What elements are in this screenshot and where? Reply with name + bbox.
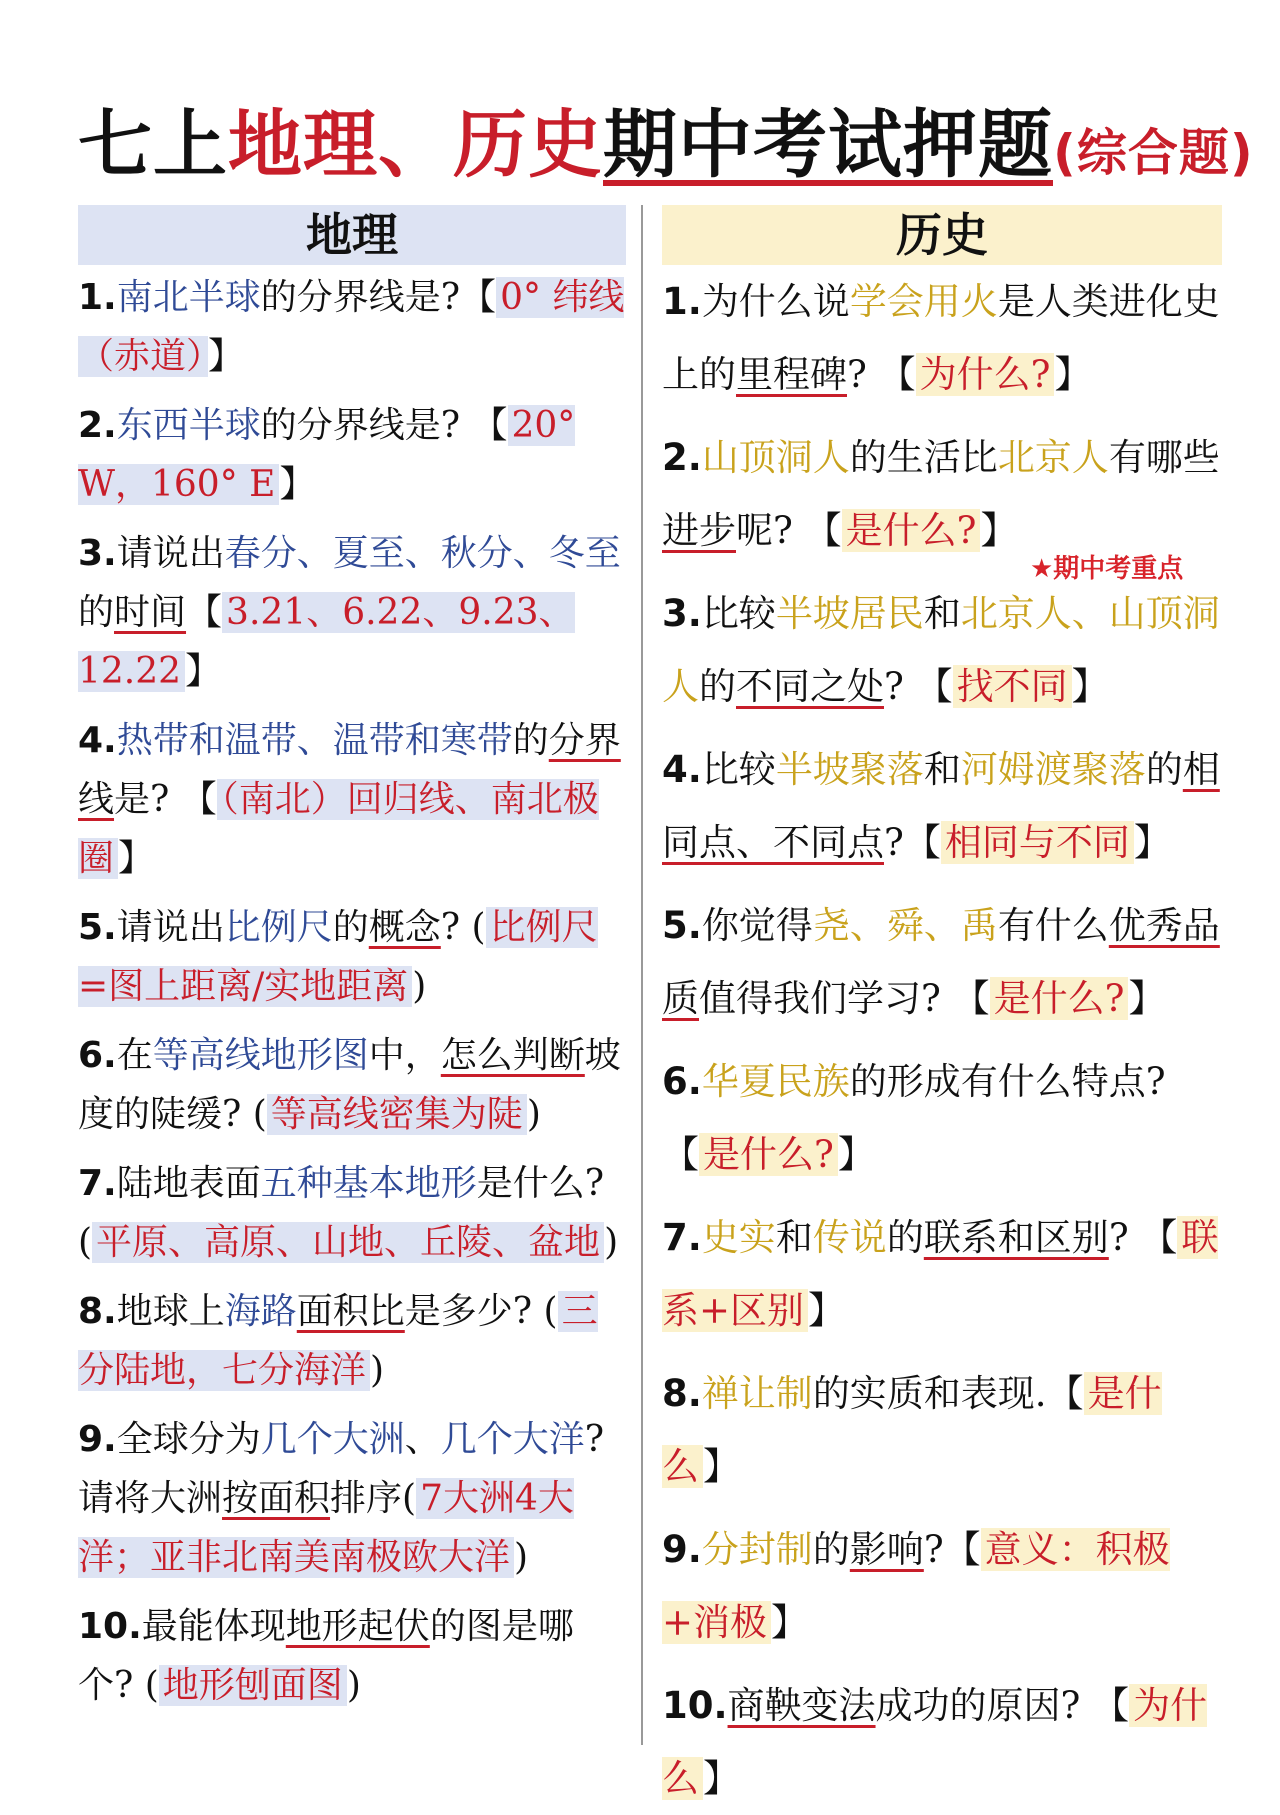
column-divider (641, 205, 643, 1745)
hist-question-9: 9.分封制的影响?【 意义：积极+消极 】 (662, 1528, 1170, 1644)
hist-question-2: 2.山顶洞人的生活比北京人有哪些进步呢? 【 是什么? 】 (662, 436, 1220, 552)
hist-question-5: 5.你觉得尧、舜、禹有什么优秀品质值得我们学习? 【 是什么? 】 (662, 904, 1220, 1020)
geography-header: 地理 (78, 205, 626, 265)
geo-question-5: 5.请说出比例尺的概念? ( 比例尺=图上距离/实地距离 ) (78, 907, 598, 1007)
geo-question-1: 1.南北半球的分界线是?【 0° 纬线（赤道） 】 (78, 277, 625, 377)
hist-question-7: 7.史实和传说的联系和区别? 【 联系+区别 】 (662, 1216, 1219, 1332)
geo-question-7: 7.陆地表面五种基本地形是什么? ( 平原、高原、山地、丘陵、盆地 ) (78, 1163, 619, 1263)
history-column (662, 205, 1222, 1815)
hist-question-10: 10.商鞅变法成功的原因? 【 为什么 】 (662, 1684, 1208, 1800)
geo-question-6: 6.在等高线地形图中，怎么判断坡度的陡缓? ( 等高线密集为陡 ) (78, 1035, 621, 1135)
hist-question-6: 6.华夏民族的形成有什么特点? 【 是什么? 】 (662, 1060, 1166, 1176)
geography-column (78, 205, 626, 1715)
geo-question-4: 4.热带和温带、温带和寒带的分界线是? 【 （南北）回归线、南北极圈 】 (78, 720, 621, 879)
hist-question-1: 1.为什么说学会用火是人类进化史上的里程碑? 【 为什么? 】 (662, 280, 1220, 396)
history-header: 历史 (662, 205, 1222, 265)
hist-question-8: 8.禅让制的实质和表现.【 是什么 】 (662, 1372, 1162, 1488)
exam-focus-note: ★期中考重点 (1030, 554, 1184, 584)
hist-question-3: 3.比较半坡居民和北京人、山顶洞人的不同之处? 【 找不同 】 (662, 592, 1220, 708)
geo-question-9: 9.全球分为几个大洲、几个大洋? 请将大洲按面积排序( 7大洲4大洋；亚非北南美南极欧大洋 ) (78, 1419, 605, 1578)
geo-question-8: 8.地球上海路面积比是多少? ( 三分陆地，七分海洋 ) (78, 1291, 598, 1391)
hist-question-4: 4.比较半坡聚落和河姆渡聚落的相同点、不同点?【 相同与不同 】 (662, 748, 1220, 864)
geo-question-2: 2.东西半球的分界线是? 【 20° W，160° E 】 (78, 405, 576, 505)
page-title: 七上地理、历史期中考试押题(综合题) (78, 102, 1254, 188)
geo-question-10: 10.最能体现地形起伏的图是哪个? ( 地形刨面图 ) (78, 1606, 574, 1706)
geo-question-3: 3.请说出春分、夏至、秋分、冬至的时间【 3.21、6.22、9.23、12.22 】 (78, 533, 621, 692)
